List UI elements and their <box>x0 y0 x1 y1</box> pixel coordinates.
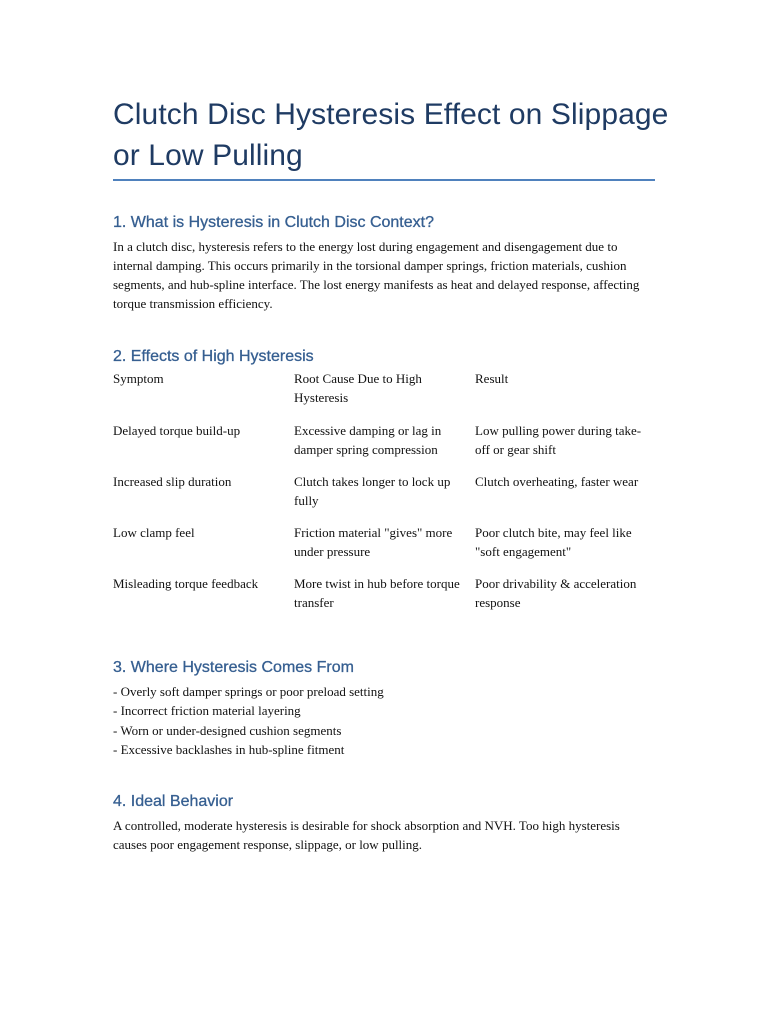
hysteresis-sources-list <box>113 682 384 759</box>
list-item: - Overly soft damper springs or poor preload setting <box>113 684 384 699</box>
list-item: - Worn or under-designed cushion segments <box>113 722 342 738</box>
table-header-row <box>113 369 645 421</box>
result-cell: Poor clutch bite, may feel like "soft engagement" <box>475 525 632 560</box>
symptom-cell: Increased slip duration <box>113 474 232 489</box>
result-cell: Poor drivability & acceleration response <box>475 576 637 611</box>
section-1-heading: 1. What is Hysteresis in Clutch Disc Context? <box>113 214 434 231</box>
document-title: Clutch Disc Hysteresis Effect on Slippage or Low Pulling <box>113 98 669 172</box>
table-row <box>113 421 645 472</box>
column-header-symptom: Symptom <box>113 371 164 386</box>
section-4-heading: 4. Ideal Behavior <box>113 793 234 810</box>
section-4-body: A controlled, moderate hysteresis is desirable for shock absorption and NVH. Too high hysteresis causes poor engagement response, slippage, or low pulling. <box>113 818 620 852</box>
root-cause-cell: More twist in hub before torque transfer <box>294 576 460 611</box>
list-item: - Excessive backlashes in hub-spline fitment <box>113 741 345 757</box>
section-3-heading: 3. Where Hysteresis Comes From <box>113 659 354 676</box>
table-row <box>113 523 645 574</box>
table-row <box>113 574 645 625</box>
symptom-cell: Misleading torque feedback <box>113 576 259 591</box>
root-cause-cell: Friction material "gives" more under pressure <box>294 525 453 560</box>
result-cell: Clutch overheating, faster wear <box>475 474 639 489</box>
list-item: - Incorrect friction material layering <box>113 703 301 719</box>
column-header-result: Result <box>475 371 509 386</box>
title-underline <box>113 179 655 181</box>
symptom-cell: Low clamp feel <box>113 525 195 540</box>
root-cause-cell: Clutch takes longer to lock up fully <box>294 474 451 509</box>
section-2-heading: 2. Effects of High Hysteresis <box>113 348 314 365</box>
symptom-cell: Delayed torque build-up <box>113 423 241 438</box>
root-cause-cell: Excessive damping or lag in damper spring compression <box>294 423 442 458</box>
effects-table <box>113 369 645 625</box>
result-cell: Low pulling power during take-off or gear shift <box>475 423 642 458</box>
section-1-body: In a clutch disc, hysteresis refers to the energy lost during engagement and disengagement due to internal damping. This occurs primarily in the torsional damper springs, friction materials, cushion segments, and hub-spline interface. The lost energy manifests as heat and delayed response, affecting torque transmission efficiency. <box>113 239 640 311</box>
column-header-root-cause: Root Cause Due to High Hysteresis <box>294 371 422 406</box>
table-row <box>113 472 645 523</box>
